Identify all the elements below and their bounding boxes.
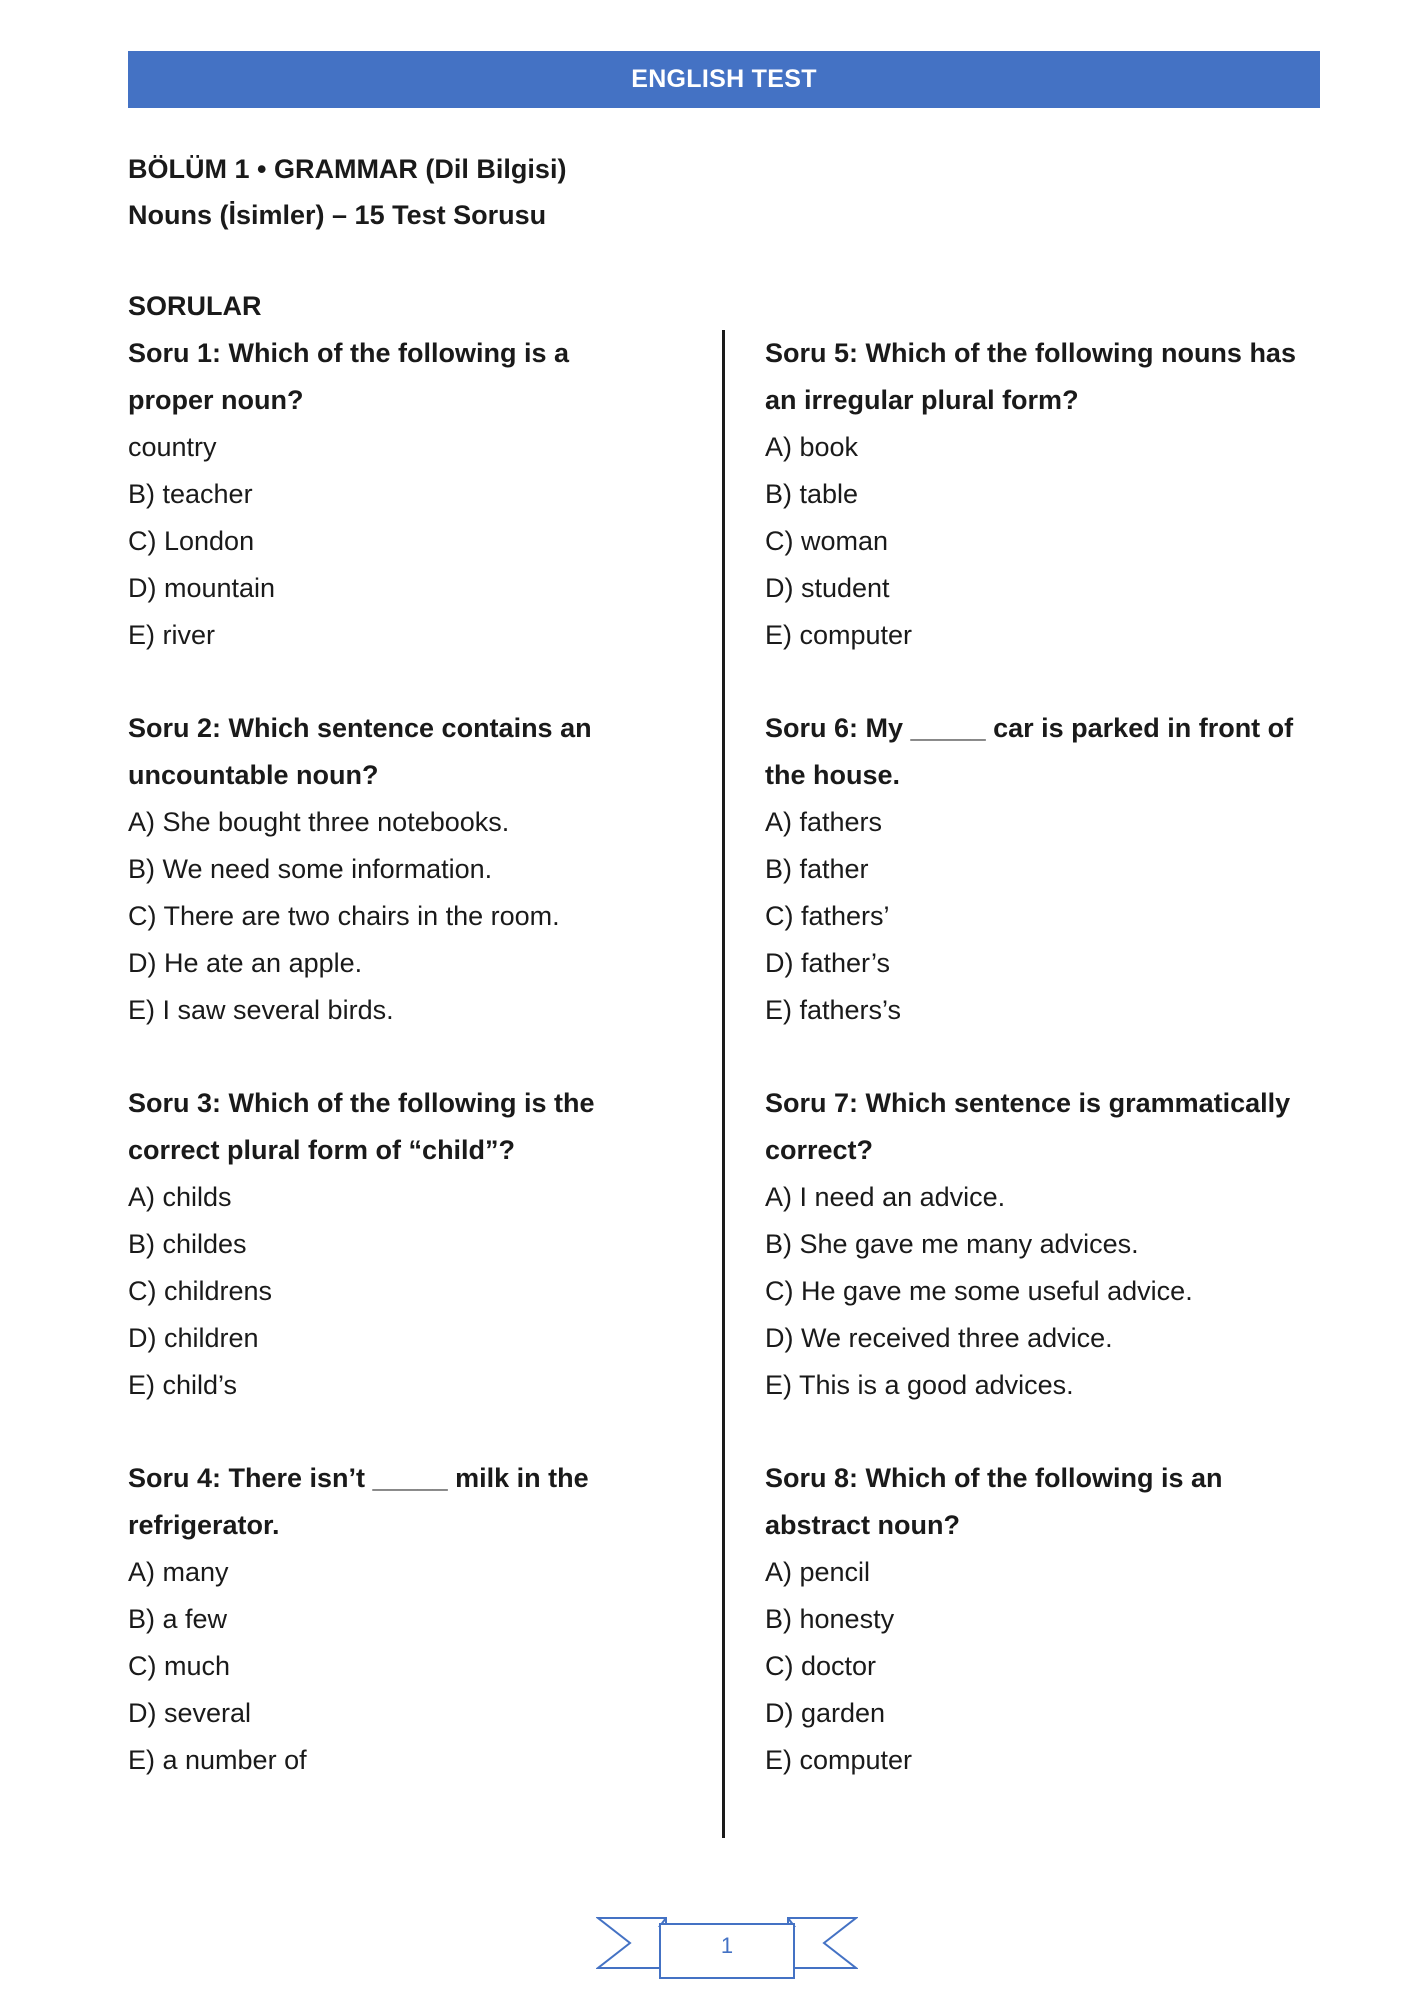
option: B) teacher xyxy=(128,479,253,509)
right-column xyxy=(765,330,1325,1830)
option: C) There are two chairs in the room. xyxy=(128,901,560,931)
question-7 xyxy=(765,1080,1325,1455)
question-4 xyxy=(128,1455,648,1830)
option: E) fathers’s xyxy=(765,995,902,1025)
option: B) father xyxy=(765,854,869,884)
question-title: Soru 2: Which sentence contains an uncountable noun? xyxy=(128,713,592,790)
option: D) We received three advice. xyxy=(765,1323,1113,1353)
option: B) honesty xyxy=(765,1604,895,1634)
question-title: Soru 5: Which of the following nouns has an irregular plural form? xyxy=(765,338,1296,415)
left-column xyxy=(128,330,648,1830)
option: E) computer xyxy=(765,1745,913,1775)
column-divider xyxy=(722,330,725,1838)
question-title: Soru 7: Which sentence is grammatically correct? xyxy=(765,1088,1291,1165)
option: E) child’s xyxy=(128,1370,238,1400)
option: B) table xyxy=(765,479,859,509)
option: C) He gave me some useful advice. xyxy=(765,1276,1193,1306)
section-subtitle: Nouns (İsimler) – 15 Test Sorusu xyxy=(128,200,547,230)
question-6 xyxy=(765,705,1325,1080)
option: B) childes xyxy=(128,1229,247,1259)
page-number-ribbon xyxy=(596,1910,858,1982)
option: B) She gave me many advices. xyxy=(765,1229,1139,1259)
option: A) fathers xyxy=(765,807,883,837)
option: A) She bought three notebooks. xyxy=(128,807,510,837)
option: B) We need some information. xyxy=(128,854,493,884)
option: A) I need an advice. xyxy=(765,1182,1006,1212)
header-title: ENGLISH TEST xyxy=(631,65,817,93)
question-3 xyxy=(128,1080,648,1455)
question-2 xyxy=(128,705,648,1080)
question-8 xyxy=(765,1455,1325,1830)
option: C) much xyxy=(128,1651,231,1681)
option: D) father’s xyxy=(765,948,891,978)
header-bar xyxy=(128,51,1320,108)
option: E) a number of xyxy=(128,1745,307,1775)
question-title: Soru 3: Which of the following is the correct plural form of “child”? xyxy=(128,1088,595,1165)
section-title: BÖLÜM 1 • GRAMMAR (Dil Bilgisi) xyxy=(128,154,567,184)
option: country xyxy=(128,432,217,462)
option: E) river xyxy=(128,620,215,650)
option: C) fathers’ xyxy=(765,901,890,931)
option: B) a few xyxy=(128,1604,228,1634)
option: D) student xyxy=(765,573,890,603)
question-title: Soru 1: Which of the following is a proper noun? xyxy=(128,338,569,415)
option: C) woman xyxy=(765,526,889,556)
question-title: Soru 6: My _____ car is parked in front of the house. xyxy=(765,713,1294,790)
option: D) garden xyxy=(765,1698,886,1728)
option: A) pencil xyxy=(765,1557,871,1587)
option: C) doctor xyxy=(765,1651,877,1681)
question-title: Soru 4: There isn’t _____ milk in the refrigerator. xyxy=(128,1463,589,1540)
option: D) children xyxy=(128,1323,259,1353)
section-heading xyxy=(128,146,566,238)
option: A) many xyxy=(128,1557,229,1587)
question-title: Soru 8: Which of the following is an abstract noun? xyxy=(765,1463,1223,1540)
option: D) He ate an apple. xyxy=(128,948,363,978)
option: A) childs xyxy=(128,1182,232,1212)
option: E) I saw several birds. xyxy=(128,995,394,1025)
option: E) This is a good advices. xyxy=(765,1370,1074,1400)
option: A) book xyxy=(765,432,859,462)
option: E) computer xyxy=(765,620,913,650)
question-1 xyxy=(128,330,648,705)
option: D) mountain xyxy=(128,573,276,603)
option: C) childrens xyxy=(128,1276,273,1306)
page-number: 1 xyxy=(720,1933,734,1958)
option: D) several xyxy=(128,1698,252,1728)
question-5 xyxy=(765,330,1325,705)
option: C) London xyxy=(128,526,255,556)
questions-heading: SORULAR xyxy=(128,291,262,321)
